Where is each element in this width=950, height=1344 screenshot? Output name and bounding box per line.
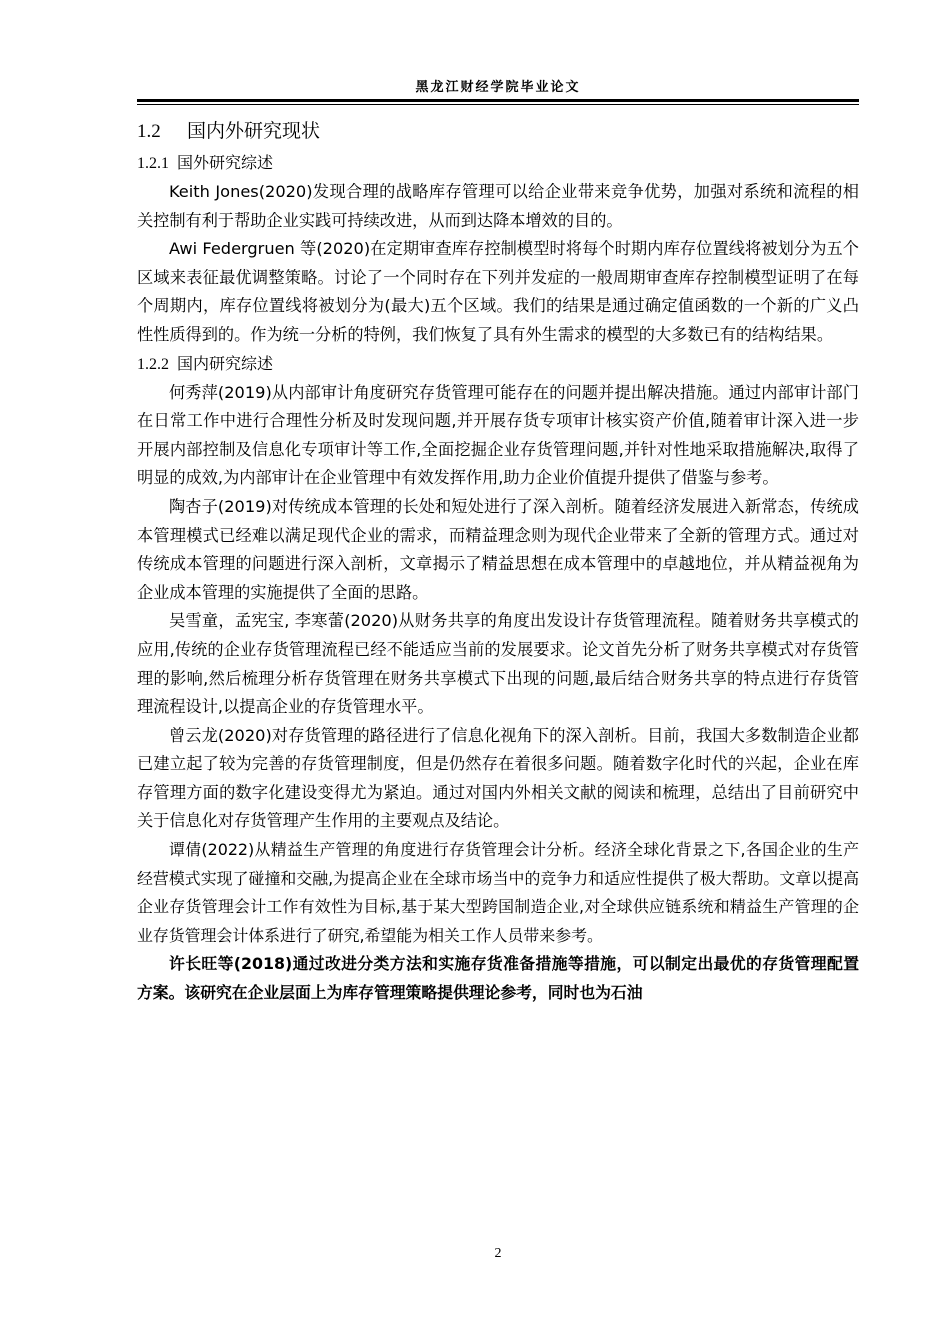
page-content (137, 114, 859, 1008)
section-title: 国内外研究现状 (187, 120, 321, 142)
paragraph: 曾云龙(2020)对存货管理的路径进行了信息化视角下的深入剖析。目前，我国大多数制造企业都已建立起了较为完善的存货管理制度，但是仍然存在着很多问题。随着数字化时代的兴起，企业在库存管理方面的数字化建设变得尤为紧迫。通过对国内外相关文献的阅读和梳理，总结出了目前研究中关于信息化对存货管理产生作用的主要观点及结论。 (137, 725, 859, 831)
paragraph: Awi Federgruen 等(2020)在定期审查库存控制模型时将每个时期内库存位置线将被划分为五个区域来表征最优调整策略。讨论了一个同时存在下列并发症的一般周期审查库存控制模型证明了在每个周期内，库存位置线将被划分为(最大)五个区域。我们的结果是通过确定值函数的一个新的广义凸性性质得到的。作为统一分析的特例，我们恢复了具有外生需求的模型的大多数已有的结构结果。 (137, 239, 859, 344)
subsection-number: 1.2.2 (137, 355, 169, 373)
paragraph: 许长旺等(2018)通过改进分类方法和实施存货准备措施等措施，可以制定出最优的存货管理配置方案。该研究在企业层面上为库存管理策略提供理论参考，同时也为石油 (137, 954, 859, 1003)
paragraph: Keith Jones(2020)发现合理的战略库存管理可以给企业带来竞争优势，加强对系统和流程的相关控制有利于帮助企业实践可持续改进，从而到达降本增效的目的。 (137, 182, 859, 230)
page-header-title: 黑龙江财经学院毕业论文 (415, 80, 581, 95)
subsection-title: 国内研究综述 (177, 353, 274, 373)
paragraph: 何秀萍(2019)从内部审计角度研究存货管理可能存在的问题并提出解决措施。通过内部审计部门在日常工作中进行合理性分析及时发现问题,并开展存货专项审计核实资产价值,随着审计深入进一步开展内部控制及信息化专项审计等工作,全面挖掘企业存货管理问题,并针对性地采取措施解决,取得了明显的成效,为内部审计在企业管理中有效发挥作用,助力企业价值提升提供了借鉴与参考。 (137, 382, 859, 488)
header-rule-thin (137, 104, 859, 105)
subsection-heading-domestic (137, 350, 859, 379)
subsection-number: 1.2.1 (137, 155, 169, 172)
section-number: 1.2 (137, 121, 161, 142)
page-number: 2 (494, 1246, 502, 1261)
paragraph: 吴雪童，孟宪宝, 李寒蕾(2020)从财务共享的角度出发设计存货管理流程。随着财务共享模式的应用,传统的企业存货管理流程已经不能适应当前的发展要求。论文首先分析了财务共享模式对存货管理的影响,然后梳理分析存货管理在财务共享模式下出现的问题,最后结合财务共享的特点进行存货管理流程设计,以提高企业的存货管理水平。 (137, 611, 859, 717)
paragraph: 陶杏子(2019)对传统成本管理的长处和短处进行了深入剖析。随着经济发展进入新常态，传统成本管理模式已经难以满足现代企业的需求，而精益理念则为现代企业带来了全新的管理方式。通过对传统成本管理的问题进行深入剖析，文章揭示了精益思想在成本管理中的卓越地位，并从精益视角为企业成本管理的实施提供了全面的思路。 (137, 496, 859, 602)
subsection-heading-foreign (137, 149, 859, 178)
paragraph: 谭倩(2022)从精益生产管理的角度进行存货管理会计分析。经济全球化背景之下,各国企业的生产经营模式实现了碰撞和交融,为提高企业在全球市场当中的竞争力和适应性提供了极大帮助。文章以提高企业存货管理会计工作有效性为目标,基于某大型跨国制造企业,对全球供应链系统和精益生产管理的企业存货管理会计体系进行了研究,希望能为相关工作人员带来参考。 (137, 840, 859, 945)
section-heading (137, 114, 859, 149)
subsection-title: 国外研究综述 (177, 153, 274, 172)
header-rule-thick (137, 99, 859, 102)
